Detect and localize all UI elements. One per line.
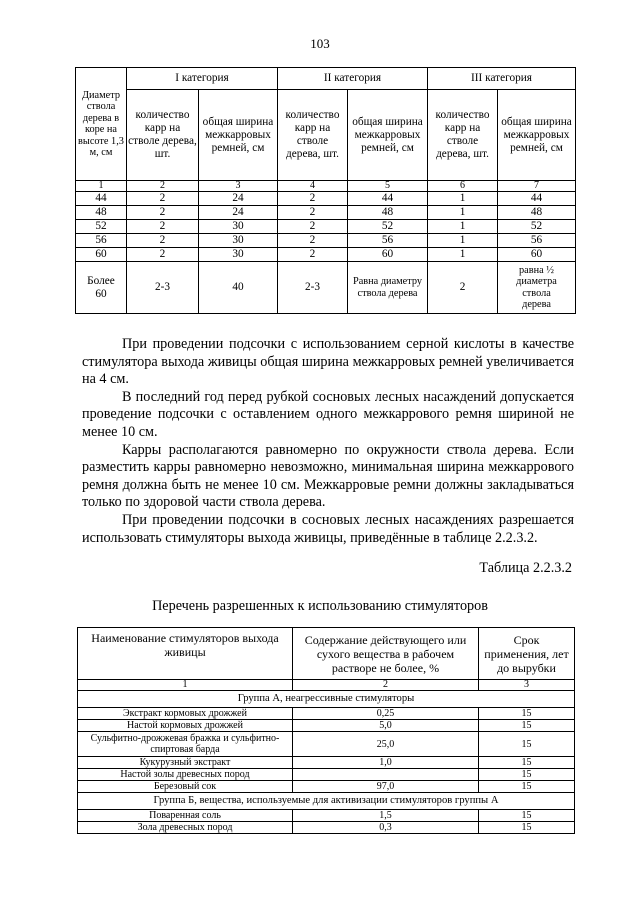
paragraph: В последний год перед рубкой сосновых лесных насаждений допускается проведение подсочки с оставлением одного межкаррового ремня шириной не менее 10 см. bbox=[82, 388, 574, 440]
table-row bbox=[78, 769, 575, 781]
table-cell: 44 bbox=[498, 192, 576, 206]
category-2-header: II категория bbox=[278, 68, 428, 90]
sub-header: общая ширина межкарровых ремней, см bbox=[199, 90, 278, 181]
group-b-header: Группа Б, вещества, используемые для активизации стимуляторов группы А bbox=[78, 793, 575, 810]
diameter-header: Диаметр ствола дерева в коре на высоте 1,3 м, см bbox=[76, 68, 127, 181]
table-cell: 2 bbox=[127, 248, 199, 262]
table-cell: 60 bbox=[498, 248, 576, 262]
paragraph: При проведении подсочки с использованием серной кислоты в качестве стимулятора выхода живицы общая ширина межкарровых ремней увеличивается на 4 см. bbox=[82, 336, 574, 388]
table-row bbox=[76, 192, 576, 206]
table-cell: 30 bbox=[199, 220, 278, 234]
table-cell: равна ½ диаметра ствола дерева bbox=[498, 262, 576, 314]
table-row bbox=[78, 781, 575, 793]
column-number: 2 bbox=[127, 181, 199, 192]
table-cell: 60 bbox=[348, 248, 428, 262]
table-cell: 48 bbox=[76, 206, 127, 220]
column-number: 3 bbox=[479, 680, 575, 691]
tapping-norms-table bbox=[75, 67, 576, 314]
table-row bbox=[76, 262, 576, 314]
table-cell: Настой золы древесных пород bbox=[78, 769, 293, 781]
column-number: 6 bbox=[428, 181, 498, 192]
table-cell: 97,0 bbox=[293, 781, 479, 793]
table-title: Перечень разрешенных к использованию стимуляторов bbox=[152, 598, 488, 614]
sub-header: общая ширина межкарровых ремней, см bbox=[498, 90, 576, 181]
table-cell: 1,5 bbox=[293, 810, 479, 822]
table-cell: 2 bbox=[127, 220, 199, 234]
table-cell: 15 bbox=[479, 720, 575, 732]
table-cell: Березовый сок bbox=[78, 781, 293, 793]
table-cell: 56 bbox=[348, 234, 428, 248]
column-number: 7 bbox=[498, 181, 576, 192]
column-number: 5 bbox=[348, 181, 428, 192]
paragraph: При проведении подсочки в сосновых лесных насаждениях разрешается использовать стимуляторы выхода живицы, приведённые в таблице 2.2.3.2. bbox=[82, 511, 574, 546]
table-cell: 1 bbox=[428, 234, 498, 248]
table-cell: 52 bbox=[76, 220, 127, 234]
table-cell: 15 bbox=[479, 757, 575, 769]
table-cell: 44 bbox=[348, 192, 428, 206]
table-cell: Экстракт кормовых дрожжей bbox=[78, 708, 293, 720]
table-row bbox=[78, 822, 575, 834]
table-cell: 40 bbox=[199, 262, 278, 314]
table-cell: Более 60 bbox=[76, 262, 127, 314]
table-cell: 15 bbox=[479, 732, 575, 757]
category-3-header: III категория bbox=[428, 68, 576, 90]
column-header: Содержание действующего или сухого вещества в рабочем растворе не более, % bbox=[293, 628, 479, 680]
table-cell: 48 bbox=[498, 206, 576, 220]
group-a-header: Группа А, неагрессивные стимуляторы bbox=[78, 691, 575, 708]
table-row bbox=[78, 810, 575, 822]
sub-header: количество карр на стволе дерева, шт. bbox=[428, 90, 498, 181]
column-number: 4 bbox=[278, 181, 348, 192]
table-cell: 44 bbox=[76, 192, 127, 206]
table-cell: 2 bbox=[428, 262, 498, 314]
table-cell: Настой кормовых дрожжей bbox=[78, 720, 293, 732]
table-cell: 2 bbox=[278, 220, 348, 234]
table-cell: Поваренная соль bbox=[78, 810, 293, 822]
table-row bbox=[78, 757, 575, 769]
table-cell: 30 bbox=[199, 234, 278, 248]
table-cell: Сульфитно-дрожжевая бражка и сульфитно-спиртовая барда bbox=[78, 732, 293, 757]
table-cell: 2-3 bbox=[127, 262, 199, 314]
table-cell: 2 bbox=[127, 234, 199, 248]
table-cell: 5,0 bbox=[293, 720, 479, 732]
table-row bbox=[78, 732, 575, 757]
table-cell: 1,0 bbox=[293, 757, 479, 769]
sub-header: количество карр на стволе дерева, шт. bbox=[127, 90, 199, 181]
table-cell: 15 bbox=[479, 822, 575, 834]
sub-header: количество карр на стволе дерева, шт. bbox=[278, 90, 348, 181]
table-cell: 52 bbox=[348, 220, 428, 234]
table-cell: 15 bbox=[479, 708, 575, 720]
table-cell: 56 bbox=[498, 234, 576, 248]
table-cell: 2 bbox=[127, 206, 199, 220]
table-cell: 2 bbox=[278, 206, 348, 220]
column-header: Срок применения, лет до вырубки bbox=[479, 628, 575, 680]
table-cell: Равна диаметру ствола дерева bbox=[348, 262, 428, 314]
table-cell bbox=[293, 769, 479, 781]
column-number: 2 bbox=[293, 680, 479, 691]
table-cell: 24 bbox=[199, 206, 278, 220]
table-row bbox=[76, 234, 576, 248]
table-cell: 2 bbox=[127, 192, 199, 206]
table-cell: Зола древесных пород bbox=[78, 822, 293, 834]
table-row bbox=[76, 206, 576, 220]
table-cell: 52 bbox=[498, 220, 576, 234]
stimulators-table bbox=[77, 627, 575, 834]
table-cell: 0,25 bbox=[293, 708, 479, 720]
table-cell: 15 bbox=[479, 810, 575, 822]
column-number: 3 bbox=[199, 181, 278, 192]
table-caption: Таблица 2.2.3.2 bbox=[479, 560, 572, 576]
table-row bbox=[78, 720, 575, 732]
table-cell: 2 bbox=[278, 248, 348, 262]
table-cell: 24 bbox=[199, 192, 278, 206]
table-cell: 30 bbox=[199, 248, 278, 262]
table-row bbox=[78, 708, 575, 720]
table-cell: 56 bbox=[76, 234, 127, 248]
table-cell: 15 bbox=[479, 769, 575, 781]
column-number: 1 bbox=[76, 181, 127, 192]
paragraph: Карры располагаются равномерно по окружности ствола дерева. Если разместить карры равномерно невозможно, минимальная ширина межкаррового ремня должна быть не менее 10 см. Межкарровые ремни должны закладываться только по здоровой части ствола дерева. bbox=[82, 441, 574, 511]
page-number: 103 bbox=[310, 36, 330, 51]
table-cell: 2-3 bbox=[278, 262, 348, 314]
column-number: 1 bbox=[78, 680, 293, 691]
column-header: Наименование стимуляторов выхода живицы bbox=[78, 628, 293, 680]
table-cell: 2 bbox=[278, 234, 348, 248]
table-cell: 25,0 bbox=[293, 732, 479, 757]
table-cell: 0,3 bbox=[293, 822, 479, 834]
table-cell: 15 bbox=[479, 781, 575, 793]
table-cell: Кукурузный экстракт bbox=[78, 757, 293, 769]
table-cell: 2 bbox=[278, 192, 348, 206]
table-row bbox=[76, 220, 576, 234]
table-cell: 1 bbox=[428, 220, 498, 234]
table-cell: 60 bbox=[76, 248, 127, 262]
sub-header: общая ширина межкарровых ремней, см bbox=[348, 90, 428, 181]
table-cell: 1 bbox=[428, 192, 498, 206]
table-cell: 1 bbox=[428, 206, 498, 220]
category-1-header: I категория bbox=[127, 68, 278, 90]
table-cell: 48 bbox=[348, 206, 428, 220]
body-text bbox=[82, 336, 574, 547]
table-row bbox=[76, 248, 576, 262]
table-cell: 1 bbox=[428, 248, 498, 262]
